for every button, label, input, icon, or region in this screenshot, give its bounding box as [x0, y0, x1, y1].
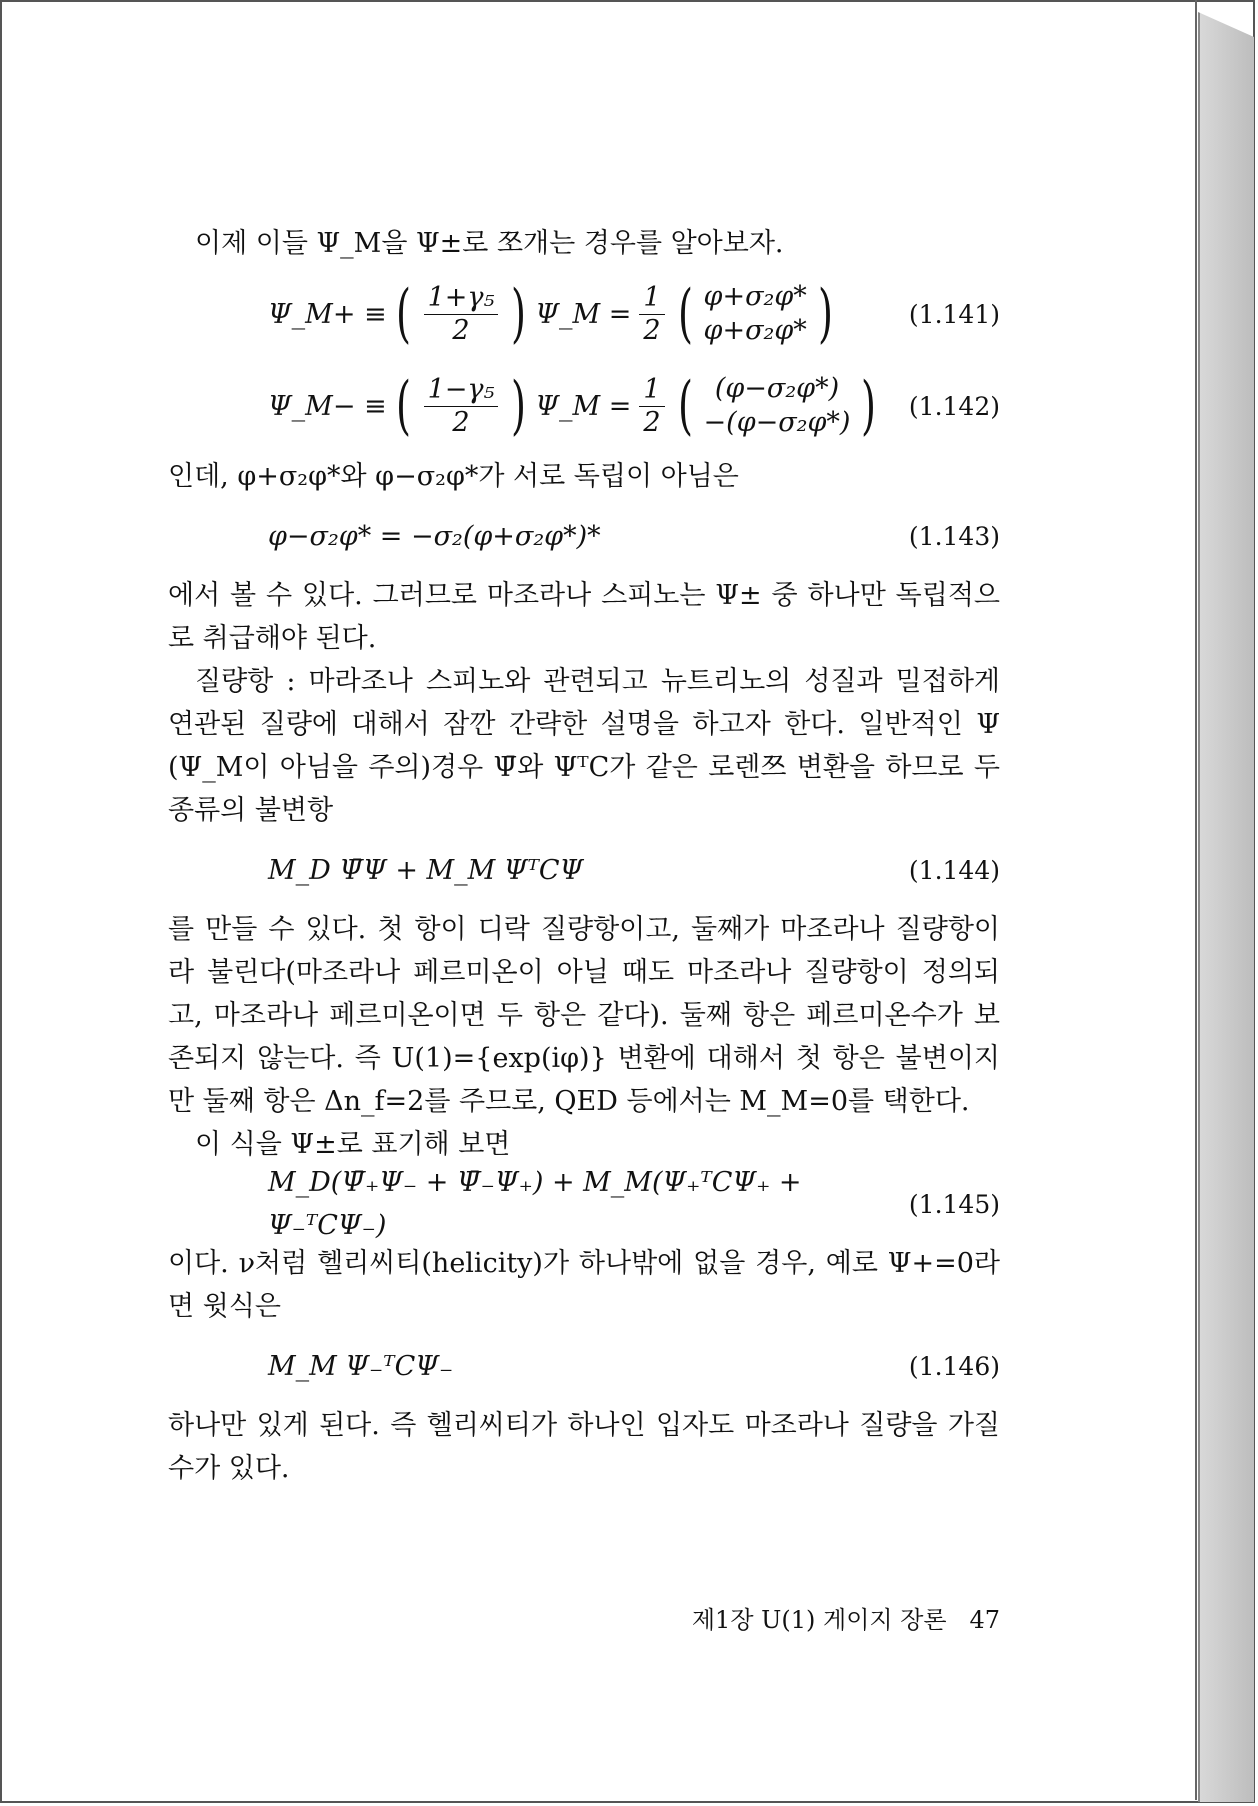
footer-title: U(1) 게이지 장론 [761, 1606, 947, 1634]
eq142-fraction: $\frac{\text{1−γ₅}}{2}$ [424, 374, 499, 439]
eq141-lhs: Ψ_M+ ≡ [268, 298, 387, 330]
eq141-coef: $\frac{1}{2}$ [639, 282, 664, 347]
equation-1-145 [168, 1167, 1000, 1241]
eq146-number: (1.146) [908, 1351, 1000, 1381]
paragraph-3: 에서 볼 수 있다. 그러므로 마조라나 스피노는 Ψ± 중 하나만 독립적으로 취급해야 된다. [168, 580, 1000, 654]
paragraph-5: 를 만들 수 있다. 첫 항이 디락 질량항이고, 둘째가 마조라나 질량항이라 불린다(마조라나 페르미온이 아닐 때도 마조라나 질량항이 정의되고, 마조라나 페르미온이면 두 항은 같다). 둘째 항은 페르미온수가 보존되지 않는다. 즉 U(1)={exp(iφ)} 변환에 대해서 첫 항은 불변이지만 둘째 항은 Δn_f=2를 주므로, QED 등에서는 M_M=0를 택한다. [168, 914, 1000, 1117]
eq145-expr: M_D(Ψ̄₊Ψ₋ + Ψ̄₋Ψ₊) + M_M(Ψ₊ᵀCΨ₊ + Ψ₋ᵀCΨ₋) [268, 1167, 802, 1241]
equation-1-141: Ψ_M+ ≡ ( $\frac{\text{1+γ₅}}{2}$ ) Ψ_M = $\frac{1}{2}$ ( φ+σ₂φ* φ+σ₂φ* ) (1.141) [268, 277, 1000, 351]
eq143-expr: φ−σ₂φ* = −σ₂(φ+σ₂φ*)* [268, 520, 601, 552]
equation-1-146 [168, 1338, 1000, 1394]
page-number: 47 [969, 1606, 1000, 1634]
eq142-lhs: Ψ_M− ≡ [268, 390, 387, 422]
eq142-number: (1.142) [908, 391, 1000, 421]
paragraph-4: 질량항 : 마라조나 스피노와 관련되고 뉴트리노의 성질과 밀접하게 연관된 질량에 대해서 잠깐 간략한 설명을 하고자 한다. 일반적인 Ψ (Ψ_M이 아님을 주의)경우 Ψ̄와 ΨᵀC가 같은 로렌쯔 변환을 하므로 두 종류의 불변항 [168, 666, 1000, 826]
paragraph-6: 이 식을 Ψ±로 표기해 보면 [195, 1129, 511, 1160]
eq141-number: (1.141) [908, 299, 1000, 329]
eq141-matrix: φ+σ₂φ* φ+σ₂φ* [703, 281, 807, 346]
eq144-number: (1.144) [908, 855, 1000, 885]
eq143-number: (1.143) [908, 521, 1000, 551]
equation-1-143 [168, 508, 1000, 564]
paragraph-8: 하나만 있게 된다. 즉 헬리씨티가 하나인 입자도 마조라나 질량을 가질 수가 있다. [168, 1410, 1000, 1484]
page-footer [640, 1600, 1000, 1635]
eq142-coef: $\frac{1}{2}$ [639, 374, 664, 439]
paragraph-7: 이다. ν처럼 헬리씨티(helicity)가 하나밖에 없을 경우, 예로 Ψ+=0라면 윗식은 [168, 1248, 1000, 1322]
paragraph-2: 인데, φ+σ₂φ*와 φ−σ₂φ*가 서로 독립이 아님은 [168, 461, 739, 492]
eq146-expr: M_M Ψ₋ᵀCΨ₋ [268, 1350, 454, 1382]
eq142-mid: Ψ_M = [535, 390, 632, 422]
eq141-fraction: $\frac{\text{1+γ₅}}{2}$ [424, 282, 499, 347]
page-content [168, 222, 1000, 1490]
page-edge [1198, 12, 1254, 1802]
equation-1-144 [168, 842, 1000, 898]
eq144-expr: M_D Ψ̄Ψ + M_M ΨᵀCΨ [268, 854, 584, 886]
eq141-mid: Ψ_M = [535, 298, 632, 330]
eq142-matrix: (φ−σ₂φ*) −(φ−σ₂φ*) [703, 373, 851, 438]
equation-1-142: Ψ_M− ≡ ( $\frac{\text{1−γ₅}}{2}$ ) Ψ_M = $\frac{1}{2}$ ( (φ−σ₂φ*) −(φ−σ₂φ*) ) (1.142) [268, 369, 1000, 443]
paragraph-1: 이제 이들 Ψ_M을 Ψ±로 쪼개는 경우를 알아보자. [195, 228, 784, 259]
eq145-number: (1.145) [908, 1189, 1000, 1219]
footer-chapter: 제1장 [691, 1606, 754, 1634]
